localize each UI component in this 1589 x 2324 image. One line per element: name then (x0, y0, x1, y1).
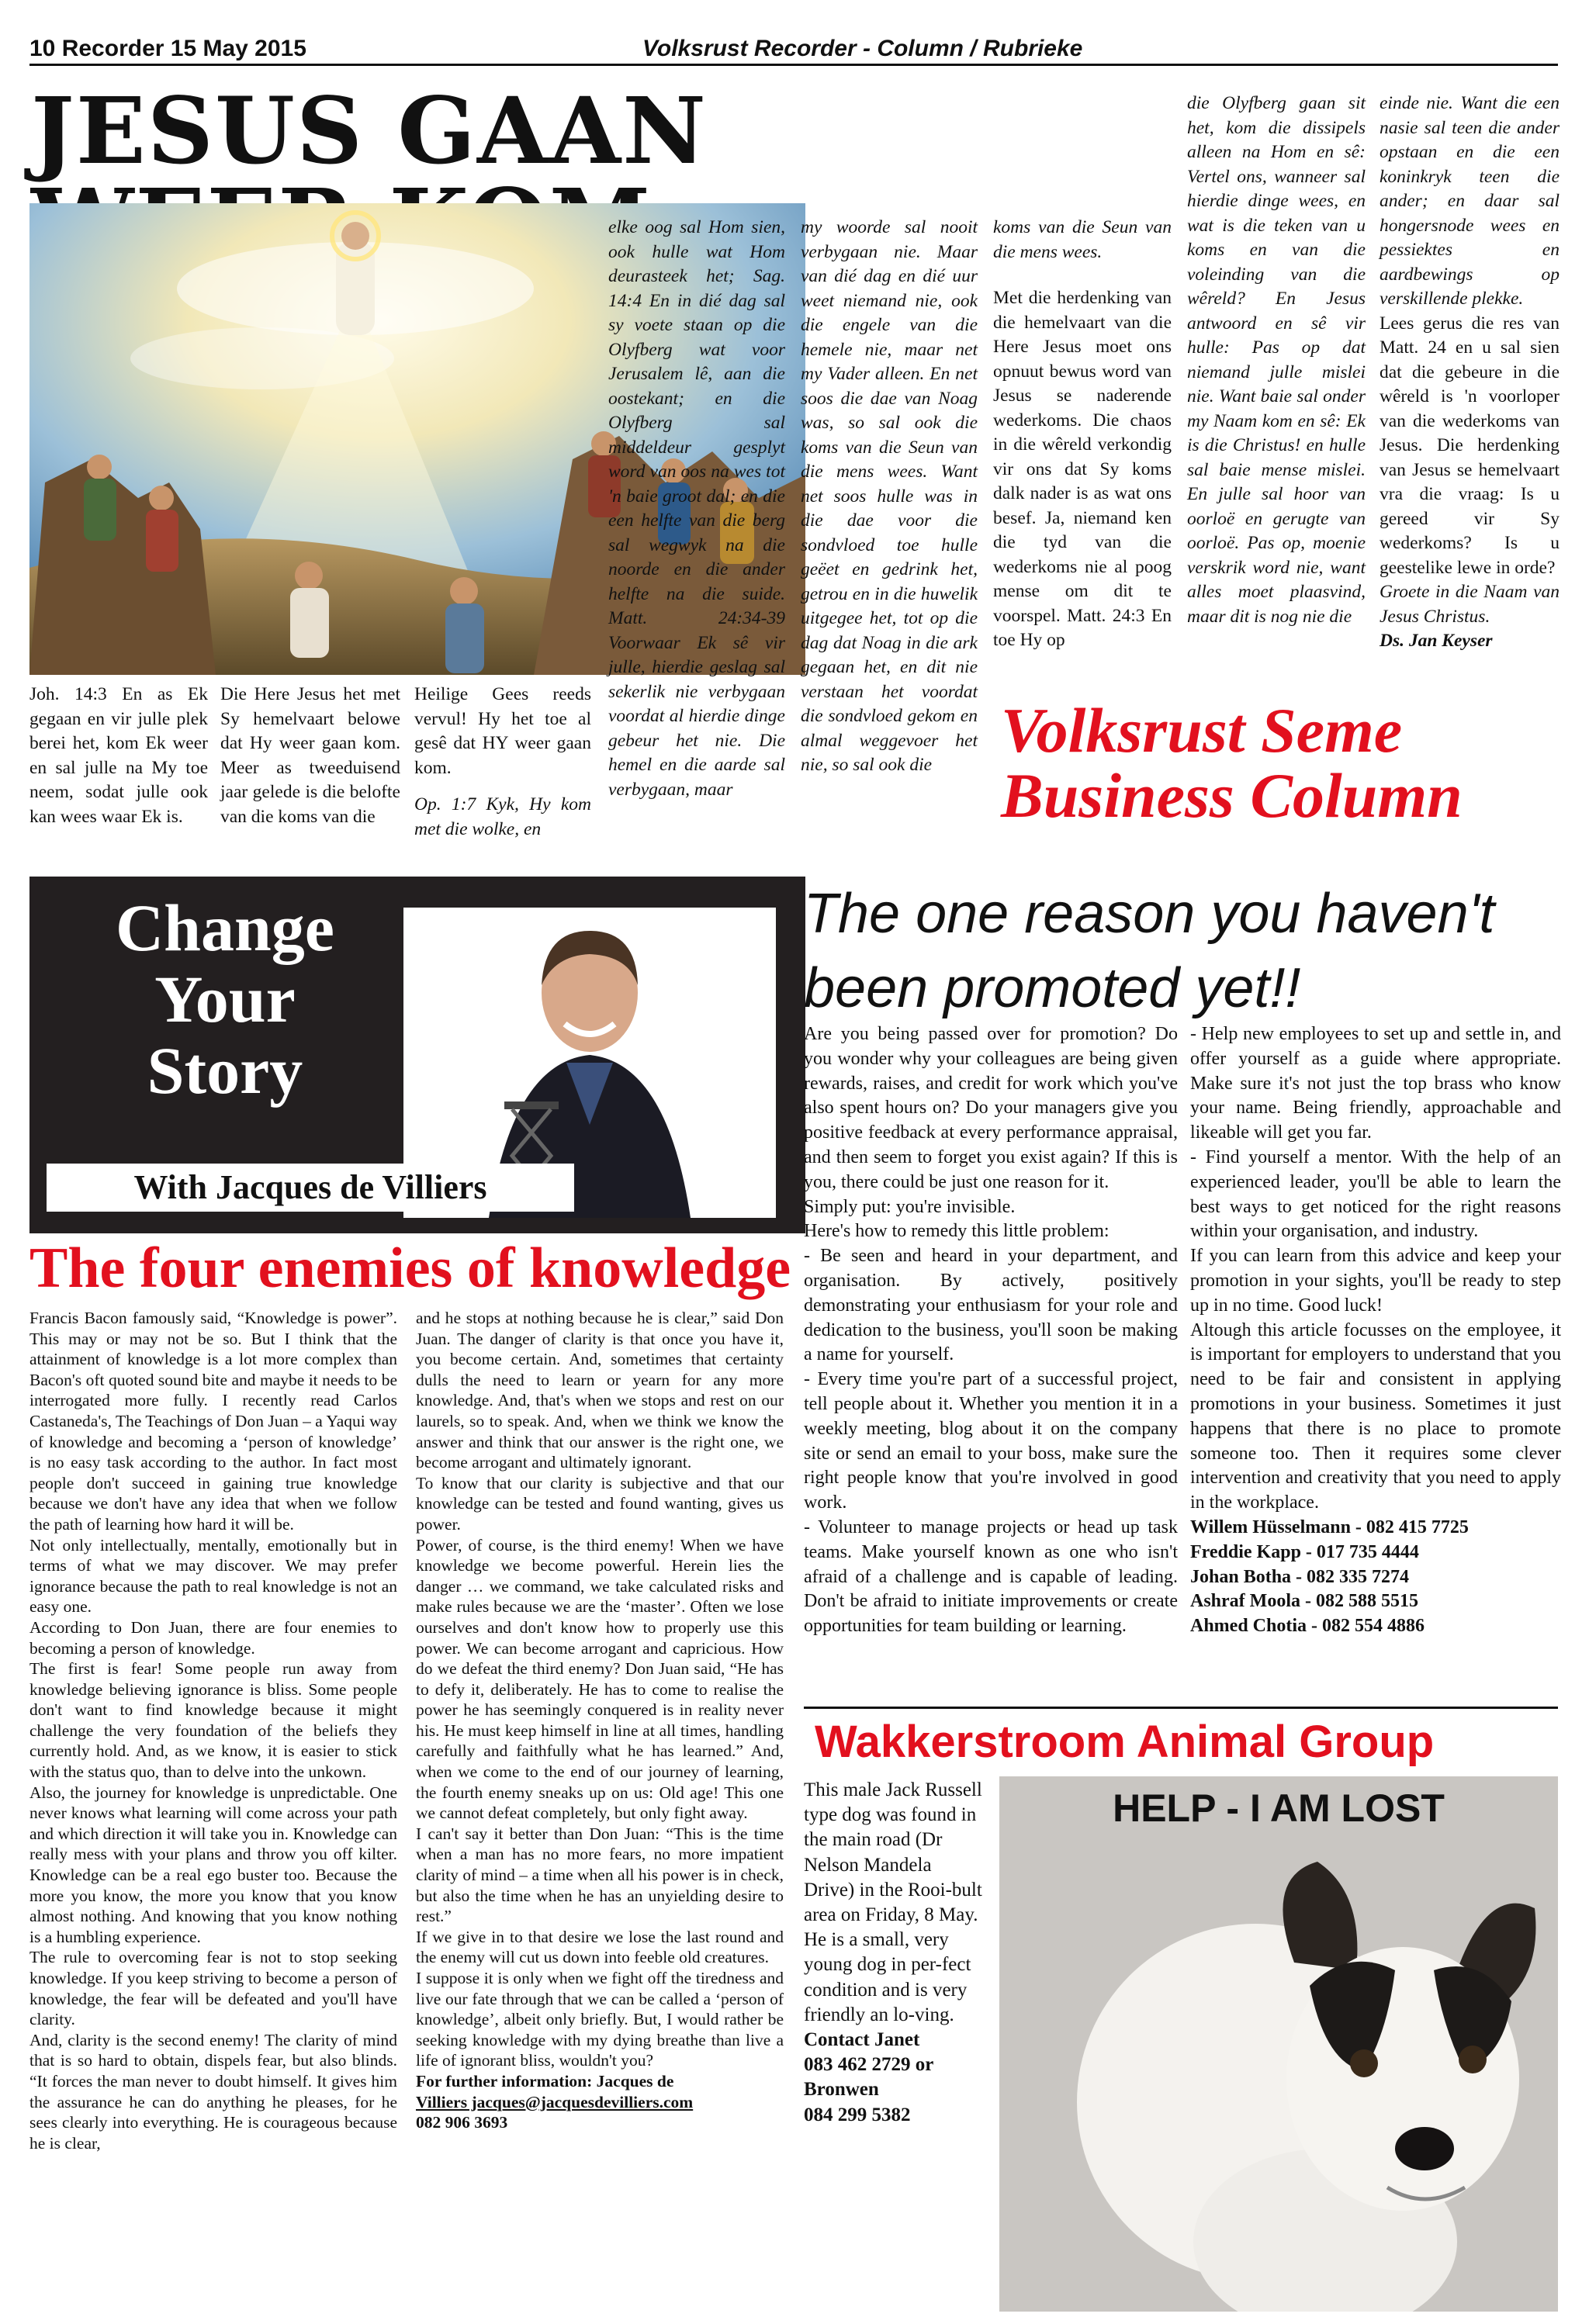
article-title-jesus: JESUS GAAN (31, 77, 708, 185)
jesus-column-8 (1380, 92, 1560, 654)
enemies-info-line-1: For further information: Jacques de (416, 2071, 674, 2091)
jesus-signature: Ds. Jan Keyser (1380, 631, 1493, 651)
enemies-info-line-2[interactable] (416, 2092, 784, 2113)
enemies-column-2 (416, 1308, 784, 2133)
jesus-column-1: Joh. 14:3 En as Ek gegaan en vir julle plek berei het, kom Ek weer en sal julle na My toe neem, sodat julle ook kan wees waar Ek is. (29, 684, 208, 827)
enemies-column-1 (29, 1308, 397, 2153)
cys-title-line-1: Change (116, 891, 334, 965)
lost-dog-contact-3: Bronwen (804, 2079, 879, 2101)
enemies-col1-para-4: The first is fear! Some people run away from knowledge believing ignorance is bliss. Some people don't want to find knowledge because it might challenge the very foundation of the beliefs they currently hold. And, as we know, it is easier to stick with the status quo, than to delve into the unkown. (29, 1659, 397, 1782)
enemies-col1-para-5: Also, the journey for knowledge is unpredictable. One never knows what learning will come across your path and which direction it will take you in. Knowledge can really mess with your plans and throw you off kilter. Knowledge can be a real ego buster too. Because the more you know, the more you know that you know almost nothing. And knowing that you know nothing is a humbling experience. (29, 1783, 397, 1946)
jesus-column-6-text: koms van die Seun van die mens wees. (993, 217, 1172, 262)
author-byline: With Jacques de Villiers (47, 1164, 574, 1212)
jesus-column-6 (993, 216, 1172, 653)
cys-title-line-3: Story (147, 1033, 303, 1108)
jesus-column-7: die Olyfberg gaan sit het, kom die dissipels alleen na Hom en sê: Vertel ons, wanneer sal hierdie dinge wees, en wat is die teken van u koms en van die voleinding van die wêreld? En Jesus antwoord en sê vir hulle: Pas op dat niemand julle mislei nie. Want baie sal onder my Naam kom en sê: Ek is die Christus! en hulle sal baie mense mislei. En julle sal hoor van oorloë en gerugte van oorloë. Pas op, moenie verskrik word nie, want alles moet plaasvind, maar dit is nog nie die (1187, 93, 1366, 627)
promo-col1-para-4: - Be seen and heard in your department, and organisation. By actively, positively demonstrating your enthusiasm for your role and dedication to the business, you'll soon be making a name for yourself. (804, 1246, 1178, 1365)
enemies-col1-para-1: Francis Bacon famously said, “Knowledge is power”. This may or may not be so. But I think that the attainment of knowledge is a lot more complex than Bacon's oft quoted sound bite and maybe it needs to be interrogated more fully. I recently read Carlos Castaneda's, The Teachings of Don Juan – a Yaqui way of knowledge and becoming a ‘person of knowledge’ is no easy task according to the author. In fact most people don't succeed in gaining true knowledge because we don't have any idea that when we follow the path of learning how hard it will be. (29, 1309, 397, 1534)
enemies-col2-para-3: Power, of course, is the third enemy! When we have knowledge we become powerful. Herein lies the danger … we command, we take calculated risks and make rules because we are the ‘master’. Often we lose ourselves and don't know how to properly use this power. We can become arrogant and capricious. How do we defeat the third enemy? Don Juan said, “He has to defy it, deliberately. He has to come to realise the power he has seemingly conquered is in reality never his. He must keep himself in line at all times, handling carefully and faithfully what he has learned.” And, when we come to the end of our journey of learning, the fourth enemy sneaks up on us: Old age! This one we cannot defeat completely, but only fight away. (416, 1535, 784, 1823)
jesus-column-8-greeting: Groete in die Naam van Jesus Christus. (1380, 582, 1560, 627)
enemies-col2-para-2: To know that our clarity is subjective and that our knowledge can be tested and found wanting, gives us power. (416, 1473, 784, 1534)
lost-dog-description: This male Jack Russell type dog was found in the main road (Dr Nelson Mandela Drive) in the Rooi-bult area on Friday, 8 May. (804, 1779, 982, 1926)
enemies-col2-para-6: I suppose it is only when we fight off the tiredness and live our fate through that we can be called a ‘person of knowledge’, albeit only briefly. But, I would rather be seeking knowledge with my dying breathe than live a life of ignorant bliss, wouldn't you? (416, 1969, 784, 2070)
promo-col2-para-4: Altough this article focusses on the employee, it is important for employers to understand that you need to be fair and consistent in applying promotions in your business. Sometimes it just happens that there is no place to promote someone too. Then it requires some clever intervention and creativity that you need to apply in the workplace. (1190, 1319, 1561, 1513)
enemies-col2-para-1: and he stops at nothing because he is clear,” said Don Juan. The danger of clarity is that once you have it, you become certain. And, sometimes that certainty dulls the need to learn or yearn for any more knowledge. And, that's when we stops and rest on our laurels, so to speak. And, when we think we know the answer and think that our answer is the right one, we become arrogant and ultimately ignorant. (416, 1309, 784, 1472)
enemies-col2-para-4: I can't say it better than Don Juan: “This is the time when a man has no more fears, no more impatient clarity of mind – a time when all his power is in check, but also the time when he has an unyielding desire to rest.” (416, 1824, 784, 1926)
contact-person: Freddie Kapp - 017 735 4444 (1190, 1541, 1419, 1562)
jesus-column-8-text: einde nie. Want die een nasie sal teen die ander opstaan en die een koninkryk teen die ander; en daar sal hongersnode wees en pessiektes en aardbewings op verskillende plekke. (1380, 93, 1560, 309)
promotion-column-1 (804, 1022, 1178, 1639)
promo-col1-para-5: - Every time you're part of a successful project, tell people about it. Whether you mention it in a weekly meeting, blog about it on the company site or send an email to your boss, make sure the right people know that you're involved in good work. (804, 1369, 1178, 1513)
section-name: Volksrust Recorder - Column / Rubrieke (642, 36, 1083, 61)
enemies-col1-para-3: According to Don Juan, there are four enemies to becoming a person of knowledge. (29, 1617, 397, 1658)
animal-group-title: Wakkerstroom Animal Group (815, 1717, 1435, 1767)
jesus-column-6-body: Met die herdenking van die hemelvaart van die Here Jesus moet ons opnuut bewus word van Jesus se naderende wederkoms. Die chaos in die wêreld verkondig vir ons dat Sy koms dalk nader is as wat ons besef. Ja, niemand ken die tyd van die wederkoms nie al poog mense om dit te voorspel. Matt. 24:3 En toe Hy op (993, 288, 1172, 650)
enemies-col2-para-5: If we give in to that desire we lose the last round and the enemy will cut us down into feeble old creatures. (416, 1927, 784, 1967)
enemies-info-phone: 082 906 3693 (416, 2113, 508, 2132)
contact-person: Johan Botha - 082 335 7274 (1190, 1566, 1410, 1587)
lost-dog-contact-4: 084 299 5382 (804, 2104, 911, 2125)
seme-title-line-1: Volksrust Seme (1001, 695, 1403, 766)
promo-col2-para-3: If you can learn from this advice and keep your promotion in your sights, you'll be ready to step up in no time. Good luck! (1190, 1246, 1561, 1316)
section-divider (804, 1707, 1558, 1709)
promo-col2-para-2: - Find yourself a mentor. With the help of an experienced leader, you'll be able to learn the best ways to get noticed for the right reasons within your organisation, and industry. (1190, 1146, 1561, 1242)
enemies-title: The four enemies of knowledge (29, 1236, 791, 1300)
promotion-column-2 (1190, 1022, 1561, 1639)
lost-dog-condition: He is a small, very young dog in per-fect condition and is very friendly an lo-ving. (804, 1929, 971, 2025)
enemies-col1-para-2: Not only intellectually, mentally, emotionally but in terms of what we may discover. We may prefer ignorance because the path to real knowledge is not an easy one. (29, 1535, 397, 1617)
cys-title-line-2: Your (154, 962, 296, 1036)
seme-business-title (1001, 695, 1560, 831)
jesus-column-3-ref: Op. 1:7 Kyk, Hy kom met die wolke, en (414, 794, 591, 839)
jesus-column-3-text: Heilige Gees reeds vervul! Hy het toe al gesê dat HY weer gaan kom. (414, 684, 591, 778)
promotion-title: The one reason you haven't been promoted yet!! (804, 883, 1495, 1019)
jesus-column-5: my woorde sal nooit verbygaan nie. Maar van dié dag en dié uur weet niemand nie, ook die engele van die hemele nie, maar net my Vader alleen. En net soos die dae van Noag was, so sal ook die koms van die Seun van die mens wees. Want net soos hulle was in die dae voor die sondvloed toe hulle geëet en gedrink het, getrou en in die huwelik uitgegee het, tot op die dag dat Noag in die ark gegaan het, en dit nie verstaan het voordat die sondvloed gekom en almal weggevoer het nie, so sal ook die (801, 217, 978, 775)
jesus-column-8-body: Lees gerus die res van Matt. 24 en u sal sien dat die gebeure in die wêreld is 'n voorloper van die wederkoms van Jesus. Die herdenking van Jesus se hemelvaart vra die vraag: Is u gereed vir Sy wederkoms? Is u geestelike lewe in orde? (1380, 313, 1560, 578)
promo-col1-para-6: - Volunteer to manage projects or head up task teams. Make yourself known as one who isn't afraid of a challenge and is capable of leading. Don't be afraid to initiate improvements or create opportunities for team building or learning. (804, 1516, 1178, 1637)
promo-col1-para-1: Are you being passed over for promotion? Do you wonder why your colleagues are being given rewards, raises, and credit for work which you've also spent hours on? Do your managers give you positive feedback at every performance appraisal, and then seem to forget you exist again? If this is you, there could be just one reason for it. (804, 1024, 1178, 1192)
page-folio: 10 Recorder 15 May 2015 (29, 36, 306, 61)
promo-col2-para-1: - Help new employees to set up and settle in, and offer yourself as a guide where appropriate. Make sure it's not just the top brass who know your name. Being friendly, approachable and likeable will get you far. (1190, 1024, 1561, 1143)
lost-dog-photo (999, 1776, 1558, 2312)
change-your-story-title (93, 892, 357, 1106)
contact-person: Willem Hüsselmann - 082 415 7725 (1190, 1516, 1469, 1537)
promo-col1-para-3: Here's how to remedy this little problem: (804, 1221, 1110, 1242)
jesus-column-4: elke oog sal Hom sien, ook hulle wat Hom deurasteek het; Sag. 14:4 En in dié dag sal sy voete staan op die Olyfberg wat voor Jerusalem lê, aan die oostekant; en die Olyfberg sal middeldeur gesplyt word van oos na wes tot 'n baie groot dal; en die een helfte van die berg sal wegwyk na die noorde en die ander helfte na die suide. Matt. 24:34-39 Voorwaar Ek sê vir julle, hierdie geslag sal sekerlik nie verbygaan voordat al hierdie dinge gebeur het nie. Die hemel en die aarde sal verbygaan, maar (608, 217, 785, 800)
lost-dog-poster-heading: HELP - I AM LOST (1113, 1786, 1445, 1830)
lost-dog-contact-1: Contact Janet (804, 2029, 920, 2051)
author-email-link[interactable]: Villiers jacques@jacquesdevilliers.com (416, 2092, 694, 2111)
jesus-column-2: Die Here Jesus het met Sy hemelvaart belowe dat Hy weer gaan kom. Meer as tweeduisend jaar gelede is die belofte van die koms van die (220, 684, 400, 827)
promo-col1-para-2: Simply put: you're invisible. (804, 1196, 1016, 1217)
contact-person: Ahmed Chotia - 082 554 4886 (1190, 1616, 1425, 1637)
lost-dog-contact-2: 083 462 2729 or (804, 2054, 934, 2076)
seme-title-line-2: Business Column (1001, 760, 1463, 831)
enemies-col1-para-6: The rule to overcoming fear is not to stop seeking knowledge. If you keep striving to become a person of knowledge, the fear will be defeated and you'll have clarity. (29, 1948, 397, 2029)
jesus-column-3 (414, 683, 591, 842)
enemies-col1-para-7: And, clarity is the second enemy! The clarity of mind that is so hard to obtain, dispels fear, but also blinds. “It forces the man never to doubt himself. It gives him the assurance he can do anything he pleases, for he sees clearly into everything. He is courageous because he is clear, (29, 2030, 397, 2153)
lost-dog-text (804, 1778, 982, 2128)
contact-person: Ashraf Moola - 082 588 5515 (1190, 1591, 1418, 1612)
page-header (29, 34, 1558, 66)
